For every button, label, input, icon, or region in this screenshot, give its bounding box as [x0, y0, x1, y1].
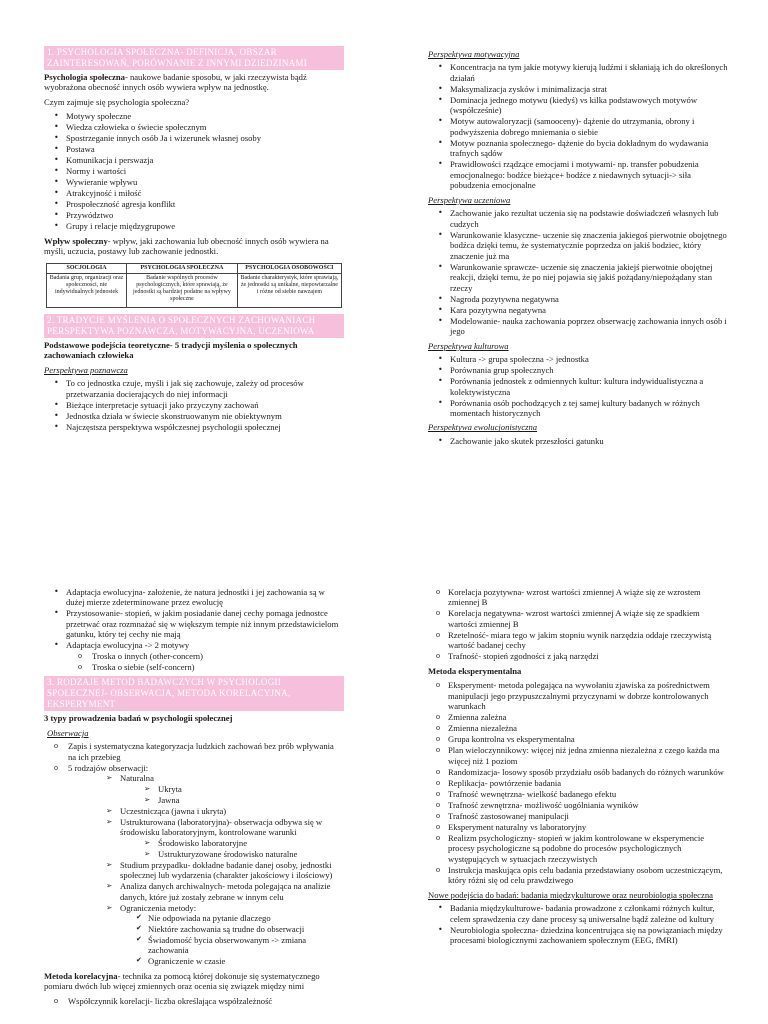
list-item: o Replikacja- powtórzenie badania	[428, 778, 728, 788]
list-item: • Porównania jednostek z odmiennych kultur: kultura indywidualistyczna a kolektywistyczna	[428, 376, 728, 397]
page1-right-column	[428, 46, 728, 450]
page2-left-column	[44, 587, 344, 1010]
learning-perspective-label: Perspektywa uczeniowa	[428, 194, 511, 205]
kind-structured-sub	[120, 838, 344, 859]
list-item: • Prawidłowości rządzące emocjami i motywami- np. transfer pobudzenia emocjonalnego: bodźce bieżące+ bodźce z niedawnych sytuacji-> siła pobudzenia emocjonalne	[428, 159, 728, 190]
cultural-perspective-label: Perspektywa kulturowa	[428, 340, 509, 351]
kind-structured	[106, 817, 344, 859]
document-page-2	[0, 584, 768, 1024]
list-item: • Prospołeczność agresja konflikt	[44, 199, 344, 209]
table-cell-sociology: Badania grup, organizacji oraz społeczności, nie indywidualnych jednostek	[47, 273, 127, 307]
page2-right-column	[428, 587, 728, 950]
list-item: • Warunkowanie sprawcze- uczenie się znaczenia jakiejś pierwotnie obojętnej reakcji, dzięki temu, że po niej pojawia się jakiś pożądany/niepożądany stan rzeczy	[428, 262, 728, 293]
list-item: • Motywy społeczne	[44, 111, 344, 121]
observation-label: Obserwacja	[47, 727, 89, 738]
list-item: ➢ Ustrukturyzowane środowisko naturalne	[144, 849, 344, 859]
list-item: • Kara pozytywna negatywna	[428, 305, 728, 315]
list-item: • Adaptacja ewolucyjna- założenie, że natura jednostki i jej zachowania są w dużej mierze zdeterminowane przez ewolucję	[44, 587, 344, 608]
correlation-term: Metoda korelacyjna	[44, 970, 118, 981]
list-item: • Warunkowanie klasyczne- uczenie się znaczenia jakiegoś pierwotnie obojętnego bodźca dzięki temu, że systematycznie poprzedza on jakiś bodziec, który znaczenie już ma	[428, 230, 728, 261]
list-item: o Zmienna niezależna	[428, 723, 728, 733]
list-item: o Plan wieloczynnikowy: więcej niż jedna zmienna niezależna z czego każda ma więcej niż 1 poziom	[428, 745, 728, 766]
correlation-list-continued	[428, 587, 728, 662]
list-item: o Trafność wewnętrzna- wielkość badanego efektu	[428, 789, 728, 799]
list-item: • Porównania grup społecznych	[428, 365, 728, 375]
list-item: o Randomizacja- losowy sposób przydziału osób badanych do różnych warunków	[428, 767, 728, 777]
influence-paragraph	[44, 236, 344, 257]
kind-structured-label: Ustrukturowana (laboratoryjna)- obserwacja odbywa się w środowisku laboratoryjnym, kontrolowane warunki	[120, 816, 323, 838]
kind-case-study: ➢ Studium przypadku- dokładne badanie danej osoby, jednostki społecznej lub wydarzenia (charakter jakościowy i ilościowy)	[106, 860, 344, 881]
list-item: • To co jednostka czuje, myśli i jak się zachowuje, zależy od procesów przetwarzania docierających do niej informacji	[44, 378, 344, 399]
definition-paragraph	[44, 72, 344, 93]
limitations-list	[120, 913, 344, 967]
observation-list	[44, 741, 344, 967]
section-heading-3: 3. RODZAJE METOD BADAWCZYCH W PSYCHOLOGII SPOŁECZNEJ- OBSERWACJA, METODA KORELACYJNA, EKSPERYMENT	[44, 676, 344, 711]
kind-natural-label: Naturalna	[120, 773, 154, 784]
list-item: • Zachowanie jako rezultat uczenia się na podstawie doświadczeń własnych lub cudzych	[428, 208, 728, 229]
list-item: • Dominacja jednego motywu (kiedyś) vs kilka podstawowych motywów (współcześnie)	[428, 95, 728, 116]
list-item: ➢ Jawna	[144, 795, 344, 805]
list-item: • Komunikacja i perswazja	[44, 155, 344, 165]
list-item: • Maksymalizacja zysków i minimalizacja strat	[428, 84, 728, 94]
list-item: o Eksperyment- metoda polegająca na wywołaniu zjawiska za pośrednictwem manipulacji jego przypuszczalnymi przyczynami w dobrze kontrolowanych warunkach	[428, 680, 728, 711]
list-item: • Motyw poznania społecznego- dążenie do bycia dokładnym do wydawania trafnych sądów	[428, 138, 728, 159]
list-item: o Grupa kontrolna vs eksperymentalna	[428, 734, 728, 744]
table-cell-social-psychology: Badanie wspólnych procesów psychologicznych, które sprawiają, że jednostki są bardziej podatne na wpływy społeczne	[127, 273, 238, 307]
motives-list	[44, 651, 344, 672]
list-item: o Trafność zastosowanej manipulacji	[428, 811, 728, 821]
correlation-list-start	[44, 996, 344, 1006]
list-item: o Rzetelność- miara tego w jakim stopniu wynik narzędzia oddaje rzeczywistą wartość badanej cechy	[428, 630, 728, 651]
list-item: • Spostrzeganie innych osób Ja i wizerunek własnej osoby	[44, 133, 344, 143]
list-item: • Nagroda pozytywna negatywna	[428, 294, 728, 304]
table-cell-personality-psychology: Badanie charakterystyk, które sprawiają, że jednostki są unikalne, niepowtarzalne i różne od siebie nawzajem	[237, 273, 341, 307]
new-approaches-heading: Nowe podejścia do badań: badania międzykulturowe oraz neurobiologia społeczna	[428, 889, 713, 900]
list-item: o Troska o innych (other-concern)	[68, 651, 344, 661]
list-item: • Jednostka działa w świecie skonstruowanym nie obiektywnym	[44, 411, 344, 421]
topics-question: Czym zajmuje się psychologia społeczna?	[44, 96, 190, 107]
list-item: • Normy i wartości	[44, 166, 344, 176]
list-item: • Wywieranie wpływu	[44, 177, 344, 187]
list-item: • Atrakcyjność i miłość	[44, 188, 344, 198]
observation-intro: o Zapis i systematyczna kategoryzacja ludzkich zachowań bez prób wpływania na ich przebieg	[44, 741, 344, 762]
correlation-paragraph	[44, 971, 344, 992]
list-item: o Trafność- stopień zgodności z jaką narzędzi	[428, 651, 728, 661]
topics-list	[44, 111, 344, 231]
cultural-perspective-list	[428, 354, 728, 418]
list-item: ✔ Nie odpowiada na pytanie dlaczego	[136, 913, 344, 923]
list-item: • Motyw autowaloryzacji (samooceny)- dążenie do utrzymania, obrony i podwyższenia dobrego mniemania o siebie	[428, 116, 728, 137]
traditions-heading: Podstawowe podejścia teoretyczne- 5 tradycji myślenia o społecznych zachowaniach człowieka	[44, 339, 298, 361]
list-item: • Adaptacja ewolucyjna -> 2 motywy	[44, 640, 344, 650]
list-item: • Kultura -> grupa społeczna -> jednostka	[428, 354, 728, 364]
list-item: o Zmienna zależna	[428, 712, 728, 722]
list-item: ➢ Ukryta	[144, 784, 344, 794]
list-item: • Zachowanie jako skutek przeszłości gatunku	[428, 436, 728, 446]
list-item: ✔ Świadomość bycia obserwowanym -> zmiana zachowania	[136, 935, 344, 956]
limitations-label: Ograniczenia metody:	[120, 902, 197, 913]
list-item: • Grupy i relacje międzygrupowe	[44, 221, 344, 231]
table-header-sociology: SOCJOLOGIA	[47, 263, 127, 273]
list-item: • Porównania osób pochodzących z tej samej kultury badanych w różnych momentach historycznych	[428, 398, 728, 419]
learning-perspective-list	[428, 208, 728, 336]
list-item: o Instrukcja maskująca opis celu badania przedstawiany osobom uczestniczącym, który różni się od celu prawdziwego	[428, 865, 728, 886]
observation-kinds-label: 5 rodzajów obserwacji:	[68, 762, 149, 773]
list-item: • Postawa	[44, 144, 344, 154]
experimental-method-heading: Metoda eksperymentalna	[428, 665, 522, 676]
list-item: o Trafność zewnętrzna- możliwość uogólniania wyników	[428, 800, 728, 810]
list-item: • Bieżące interpretacje sytuacji jako przyczyny zachowań	[44, 400, 344, 410]
list-item: o Współczynnik korelacji- liczba określająca współzależność	[44, 996, 344, 1006]
observation-kinds-list	[68, 773, 344, 967]
list-item: • Wiedza człowieka o świecie społecznym	[44, 122, 344, 132]
list-item: • Najczęstsza perspektywa współczesnej psychologii społecznej	[44, 422, 344, 432]
page1-left-column	[44, 46, 344, 436]
list-item: o Korelacja negatywna- wzrost wartości zmiennej A wiąże się ze spadkiem wartości zmiennej B	[428, 608, 728, 629]
list-item: • Przystosowanie- stopień, w jakim posiadanie danej cechy pomaga jednostce przetrwać oraz rozmnażać się w większym tempie niż innym przedstawicielom gatunku, który tej cechy nie mają	[44, 608, 344, 639]
list-item: o Eksperyment naturalny vs laboratoryjny	[428, 822, 728, 832]
definition-term: Psychologia społeczna	[44, 71, 125, 82]
new-approaches-list	[428, 903, 728, 945]
influence-text: - wpływ, jaki zachowania lub obecność innych osób wywiera na myśli, uczucia, postawy lub zachowanie jednostki.	[44, 235, 329, 257]
cognitive-perspective-list	[44, 378, 344, 432]
cognitive-perspective-label: Perspektywa poznawcza	[44, 364, 128, 375]
table-header-social-psychology: PSYCHOLOGIA SPOŁECZNA	[127, 263, 238, 273]
kind-limitations	[106, 903, 344, 967]
influence-term: Wpływ społeczny	[44, 235, 108, 246]
list-item: • Badania międzykulturowe- badania prowadzone z członkami różnych kultur, celem sprawdzenia czy dane procesy są uniwersalne bądź zależne od kultury	[428, 903, 728, 924]
motivational-perspective-list	[428, 62, 728, 190]
list-item: • Modelowanie- nauka zachowania poprzez obserwację zachowania innych osób i jego	[428, 316, 728, 337]
kind-natural-sub	[120, 784, 344, 805]
evolutionary-perspective-label: Perspektywa ewolucjonistyczna	[428, 422, 538, 433]
kind-natural	[106, 773, 344, 805]
list-item: ➢ Środowisko laboratoryjne	[144, 838, 344, 848]
list-item: ✔ Niektóre zachowania są trudne do obserwacji	[136, 924, 344, 934]
list-item: • Koncentracja na tym jakie motywy kierują ludźmi i skłaniają ich do określonych działań	[428, 62, 728, 83]
list-item: • Przywództwo	[44, 210, 344, 220]
experimental-method-list	[428, 680, 728, 885]
list-item: o Korelacja pozytywna- wzrost wartości zmiennej A wiąże się ze wzrostem zmiennej B	[428, 587, 728, 608]
motivational-perspective-label: Perspektywa motywacyjna	[428, 49, 520, 59]
list-item: o Troska o siebie (self-concern)	[68, 662, 344, 672]
section-heading-2: 2. TRADYCJE MYŚLENIA O SPOŁECZNYCH ZACHOWANIACH PERSPEKTYWA POZNAWCZA, MOTYWACYJNA, UCZENIOWA	[44, 314, 344, 338]
research-types-heading: 3 typy prowadzenia badań w psychologii społecznej	[44, 713, 233, 724]
list-item: • Neurobiologia społeczna- dziedzina koncentrująca się na powiązaniach między procesami biologicznymi zachowaniem społecznym (EEG, fMRI)	[428, 925, 728, 946]
evolutionary-perspective-list	[428, 436, 728, 446]
table-header-personality-psychology: PSYCHOLOGIA OSOBOWOŚCI	[237, 263, 341, 273]
kind-participant: ➢ Uczestnicząca (jawna i ukryta)	[106, 806, 344, 816]
section-heading-1: 1. PSYCHOLOGIA SPOŁECZNA- DEFINICJA, OBSZAR ZAINTERESOWAŃ, PORÓWNANIE Z INNYMI DZIEDZINAMI	[44, 46, 344, 70]
definition-text: - naukowe badanie sposobu, w jaki rzeczywista bądź wyobrażona obecność innych osób wywiera wpływ na jednostkę.	[44, 71, 307, 93]
kind-archival: ➢ Analiza danych archiwalnych- metoda polegająca na analizie danych, które już zostały zebrane w innym celu	[106, 881, 344, 902]
list-item: o Realizm psychologiczny- stopień w jakim kontrolowane w eksperymencie procesy psychologiczne są podobne do procesów psychologicznych występujących w sytuacjach rzeczywistych	[428, 833, 728, 864]
correlation-text: - technika za pomocą której dokonuje się systematycznego pomiaru dwóch lub więcej zmiennych oraz ocenia się związek między nimi	[44, 970, 320, 992]
evolutionary-continued-list	[44, 587, 344, 651]
observation-kinds	[44, 763, 344, 967]
list-item: ✔ Ograniczenie w czasie	[136, 956, 344, 966]
comparison-table	[46, 263, 342, 308]
